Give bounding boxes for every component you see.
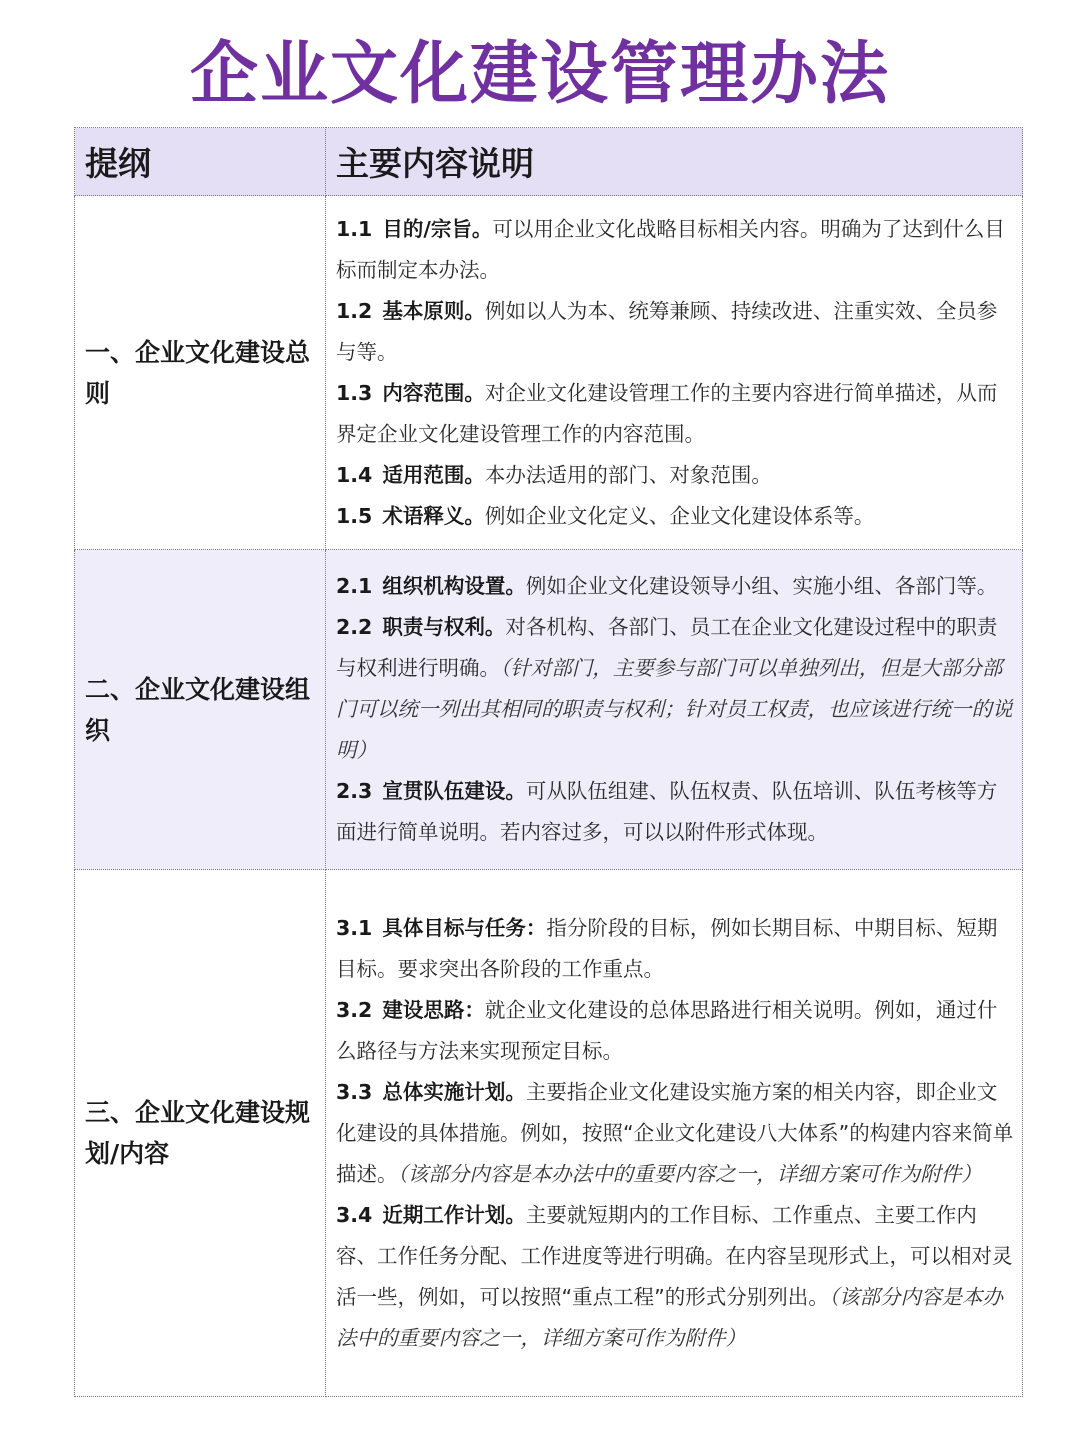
- content-item: [336, 566, 1014, 607]
- item-heading: 近期工作计划。: [382, 1202, 526, 1227]
- header-outline: 提纲: [75, 128, 326, 196]
- header-content: 主要内容说明: [326, 128, 1023, 196]
- item-number: 1.2: [336, 298, 373, 323]
- content-item: [336, 908, 1014, 990]
- outline-cell: 三、企业文化建设规划/内容: [75, 870, 326, 1397]
- item-text: 对企业文化建设管理工作的主要内容进行简单描述，从而界定企业文化建设管理工作的内容范围。: [336, 380, 998, 446]
- item-heading: 适用范围。: [382, 462, 485, 487]
- item-text: 可从队伍组建、队伍权责、队伍培训、队伍考核等方面进行简单说明。若内容过多，可以以附件形式体现。: [336, 779, 998, 844]
- item-text: 就企业文化建设的总体思路进行相关说明。例如，通过什么路径与方法来实现预定目标。: [336, 997, 998, 1063]
- item-number: 2.1: [336, 574, 373, 598]
- content-cell: [326, 550, 1023, 870]
- item-number: 3.4: [336, 1202, 373, 1227]
- item-text: 例如企业文化定义、企业文化建设体系等。: [484, 503, 875, 528]
- item-text: 指分阶段的目标，例如长期目标、中期目标、短期目标。要求突出各阶段的工作重点。: [336, 915, 998, 981]
- item-heading: 内容范围。: [382, 380, 485, 405]
- content-item: [336, 496, 1014, 537]
- item-text: 可以用企业文化战略目标相关内容。明确为了达到什么目标而制定本办法。: [336, 216, 1005, 282]
- outline-table: [74, 127, 1023, 1397]
- item-heading: 组织机构设置。: [382, 574, 526, 598]
- item-number: 1.3: [336, 380, 373, 405]
- content-item: [336, 771, 1014, 853]
- content-item: [336, 209, 1014, 291]
- item-text: 例如以人为本、统筹兼顾、持续改进、注重实效、全员参与等。: [336, 298, 998, 364]
- content-item: [336, 455, 1014, 496]
- outline-cell: 二、企业文化建设组织: [75, 550, 326, 870]
- item-number: 3.1: [336, 915, 373, 940]
- content-item: [336, 1195, 1014, 1359]
- content-item: [336, 373, 1014, 455]
- item-number: 2.3: [336, 779, 373, 803]
- item-heading: 术语释义。: [382, 503, 485, 528]
- item-number: 3.2: [336, 997, 373, 1022]
- content-cell: [326, 870, 1023, 1397]
- item-heading: 建设思路：: [382, 997, 485, 1022]
- item-number: 1.1: [336, 216, 373, 241]
- item-heading: 目的/宗旨。: [382, 216, 493, 241]
- item-heading: 职责与权利。: [382, 615, 506, 639]
- item-heading: 总体实施计划。: [382, 1079, 526, 1104]
- item-text: 主要就短期内的工作目标、工作重点、主要工作内容、工作任务分配、工作进度等进行明确。在内容呈现形式上，可以相对灵活一些，例如，可以按照“重点工程”的形式分别列出。: [336, 1202, 1013, 1309]
- item-number: 1.5: [336, 503, 373, 528]
- item-note: （该部分内容是本办法中的重要内容之一，详细方案可作为附件）: [397, 1161, 982, 1186]
- item-heading: 基本原则。: [382, 298, 485, 323]
- content-item: [336, 990, 1014, 1072]
- item-text: 对各机构、各部门、员工在企业文化建设过程中的职责与权利进行明确。: [336, 615, 998, 680]
- item-heading: 具体目标与任务：: [382, 915, 547, 940]
- item-text: 本办法适用的部门、对象范围。: [484, 462, 772, 487]
- item-text: 主要指企业文化建设实施方案的相关内容，即企业文化建设的具体措施。例如，按照“企业文化建设八大体系”的构建内容来简单描述。: [336, 1079, 1014, 1186]
- content-cell: [326, 196, 1023, 550]
- item-number: 1.4: [336, 462, 373, 487]
- item-note: （该部分内容是本办法中的重要内容之一，详细方案可作为附件）: [336, 1284, 1003, 1350]
- content-item: [336, 1072, 1014, 1195]
- outline-cell: 一、企业文化建设总则: [75, 196, 326, 550]
- table-row: [75, 550, 1023, 870]
- item-note: （针对部门，主要参与部门可以单独列出，但是大部分部门可以统一列出其相同的职责与权利；针对员工权责，也应该进行统一的说明）: [336, 656, 1013, 762]
- table-row: [75, 196, 1023, 550]
- content-item: [336, 607, 1014, 771]
- table-header-row: [75, 128, 1023, 196]
- item-heading: 宣贯队伍建设。: [382, 779, 526, 803]
- table-row: [75, 870, 1023, 1397]
- page-title: 企业文化建设管理办法: [189, 35, 890, 114]
- content-item: [336, 291, 1014, 373]
- item-text: 例如企业文化建设领导小组、实施小组、各部门等。: [525, 574, 998, 598]
- item-number: 2.2: [336, 615, 373, 639]
- item-number: 3.3: [336, 1079, 373, 1104]
